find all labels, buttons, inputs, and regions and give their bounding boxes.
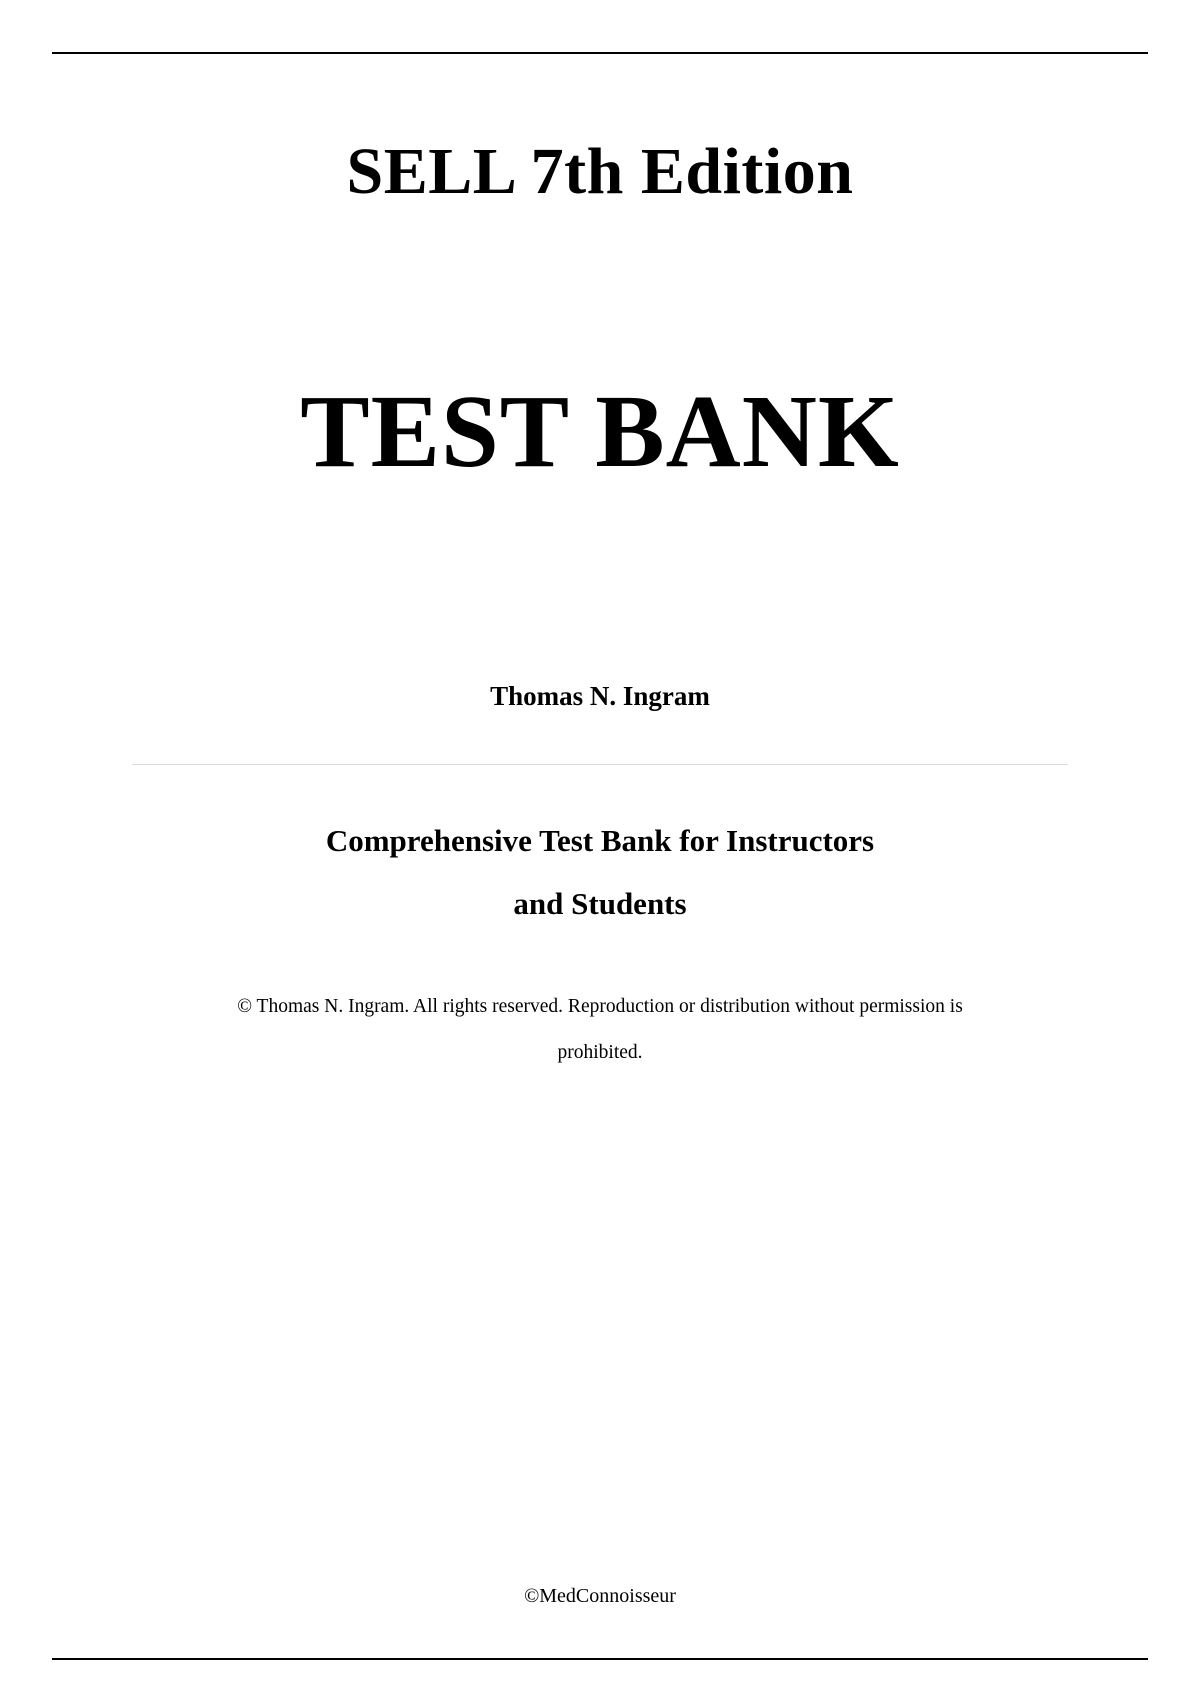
tagline-line-2: and Students [513,886,687,922]
section-divider [132,764,1068,765]
copyright-notice [52,984,1148,1076]
page-subtitle: TEST BANK [300,373,900,489]
page-content [52,52,1148,1660]
copyright-line-1: © Thomas N. Ingram. All rights reserved. Reproduction or distribution without permission is [237,995,963,1017]
tagline [52,809,1148,936]
author-name: Thomas N. Ingram [490,680,710,711]
footer-watermark: ©MedConnoisseur [524,1585,676,1607]
bottom-divider-rule [52,1658,1148,1660]
copyright-line-2: prohibited. [557,1041,643,1063]
tagline-line-1: Comprehensive Test Bank for Instructors [325,822,875,858]
page-title: SELL 7th Edition [346,135,854,208]
